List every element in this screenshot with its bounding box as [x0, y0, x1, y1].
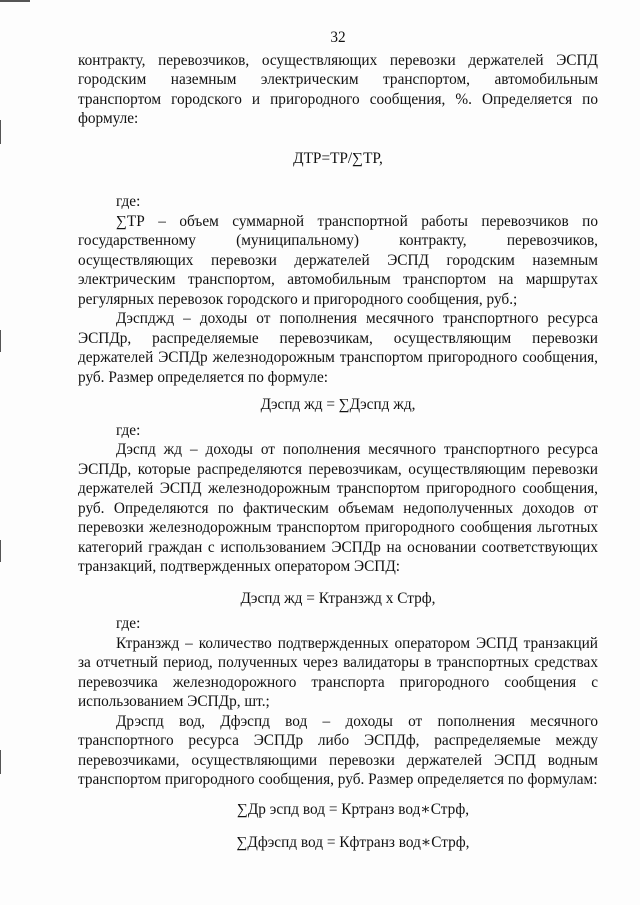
scan-edge-mark	[0, 0, 30, 2]
formula-despd-zhd-product: Дэспд жд = Ктранзжд х Стрф,	[240, 589, 436, 607]
where-label: где:	[116, 615, 141, 632]
paragraph-despd-zhd-definition: Дэспд жд – доходы от пополнения месячного транспортного ресурса ЭСПДр, которые распределяются перевозчикам, осуществляющим перевозки держателей ЭСПД железнодорожным транспортом пригородного сообщения, руб. Определяются по фактическим объемам недополученных доходов от перевозки железнодорожным транспортом пригородного сообщения льготных категорий граждан с использованием ЭСПДр на основании соответствующих транзакций, подтвержденных оператором ЭСПД:	[78, 441, 598, 575]
paragraph-sum-tr: ∑ТР – объем суммарной транспортной работы перевозчиков по государственному (муниципальному) контракту, перевозчиков, осуществляющих перевозки держателей ЭСПД городским наземным электрическим транспортом, автомобильным транспортом на маршрутах регулярных перевозок городского и пригородного сообщения, руб.;	[78, 212, 598, 308]
paragraph-ktranz: Ктранзжд – количество подтвержденных оператором ЭСПД транзакций за отчетный период, полученных через валидаторы в транспортных средствах перевозчика железнодорожного транспорта пригородного сообщения с использованием ЭСПДр, шт.;	[78, 634, 598, 710]
scan-edge-mark	[0, 540, 1, 562]
paragraph-despd-zhd: Дэспджд – доходы от пополнения месячного транспортного ресурса ЭСПДр, распределяемые перевозчикам, осуществляющим перевозки держателей ЭСПДр железнодорожным транспортом пригородного сообщения, руб. Размер определяется по формуле:	[78, 310, 598, 386]
page-number: 32	[330, 29, 346, 46]
formula-df-espd-vod: ∑Дфэспд вод = Кфтранз вод∗Стрф,	[236, 834, 470, 851]
paragraph-continuation: контракту, перевозчиков, осуществляющих перевозки держателей ЭСПД городским наземным электрическим транспортом, автомобильным транспортом городского и пригородного сообщения, %. Определяется по формуле:	[78, 51, 598, 127]
document-page	[78, 28, 598, 853]
paragraph-water-transport: Дрэспд вод, Дфэспд вод – доходы от пополнения месячного транспортного ресурса ЭСПДр либо ЭСПДф, распределяемые между перевозчиками, осуществляющими перевозки держателей ЭСПД водным транспортом пригородного сообщения, руб. Размер определяется по формулам:	[78, 712, 598, 788]
formula-despd-zhd-sum: Дэспд жд = ∑Дэспд жд,	[260, 396, 416, 413]
scan-edge-mark	[0, 120, 1, 144]
where-label: где:	[116, 421, 141, 439]
where-label: где:	[116, 193, 141, 210]
scan-edge-mark	[0, 330, 1, 352]
scan-edge-mark	[0, 750, 1, 774]
formula-dr-espd-vod: ∑Др эспд вод = Кртранз вод∗Стрф,	[236, 800, 470, 818]
formula-dtr: ДТР=ТР/∑ТР,	[293, 149, 383, 167]
